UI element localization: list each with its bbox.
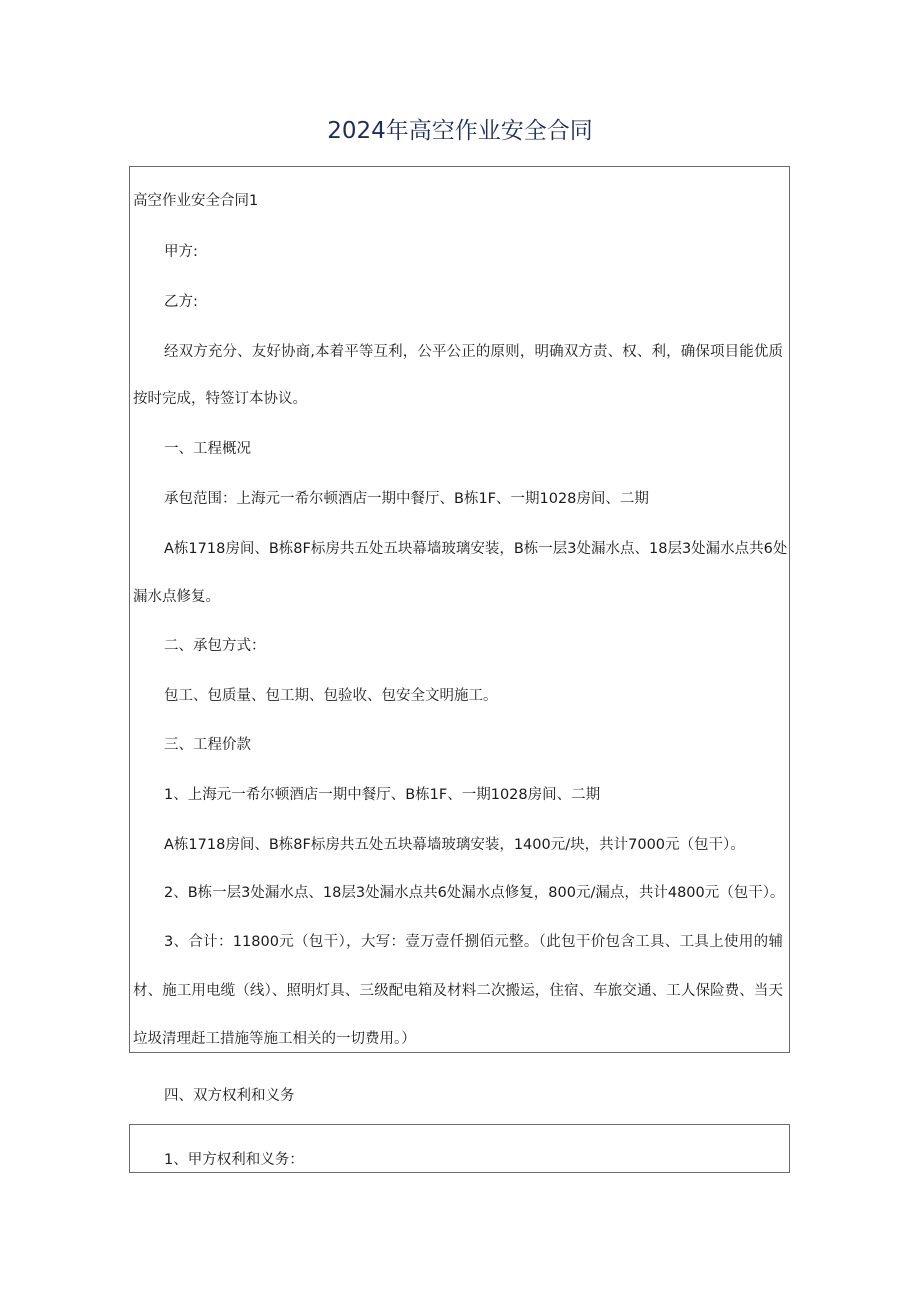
paragraph-line: 1、上海元一希尔顿酒店一期中餐厅、B栋1F、一期1028房间、二期 [164, 787, 601, 803]
paragraph-line: 3、合计：11800元（包干），大写：壹万壹仟捌佰元整。（此包干价包含工具、工具上使用的辅 [164, 934, 783, 950]
section-heading: 四、双方权利和义务 [164, 1088, 295, 1104]
paragraph-line: 经双方充分、友好协商,本着平等互利，公平公正的原则，明确双方责、权、利，确保项目能优质 [164, 344, 783, 360]
paragraph-line: 按时完成，特签订本协议。 [133, 391, 307, 407]
party-b-label: 乙方: [164, 294, 198, 310]
section-heading: 三、工程价款 [164, 737, 251, 753]
document-title: 2024年高空作业安全合同 [327, 118, 593, 144]
content-frame [129, 166, 790, 1053]
paragraph-line: A栋1718房间、B栋8F标房共五处五块幕墙玻璃安装，B栋一层3处漏水点、18层3处漏水点共6处 [164, 541, 788, 557]
paragraph-line: 漏水点修复。 [133, 589, 220, 605]
paragraph-line: 材、施工用电缆（线）、照明灯具、三级配电箱及材料二次搬运，住宿、车旅交通、工人保险费、当天 [133, 983, 783, 999]
paragraph-line: A栋1718房间、B栋8F标房共五处五块幕墙玻璃安装，1400元/块，共计7000元（包干）。 [164, 837, 745, 853]
paragraph-line: 2、B栋一层3处漏水点、18层3处漏水点共6处漏水点修复，800元/漏点，共计4800元（包干）。 [164, 885, 785, 901]
paragraph-line: 垃圾清理赶工措施等施工相关的一切费用。） [133, 1031, 416, 1047]
paragraph-line: 1、甲方权利和义务： [164, 1152, 304, 1168]
section-heading: 一、工程概况 [164, 441, 251, 457]
paragraph-line: 包工、包质量、包工期、包验收、包安全文明施工。 [164, 688, 498, 704]
section-heading: 二、承包方式： [164, 638, 266, 654]
section-heading: 高空作业安全合同1 [133, 193, 259, 209]
paragraph-line: 承包范围：上海元一希尔顿酒店一期中餐厅、B栋1F、一期1028房间、二期 [164, 491, 649, 507]
party-a-label: 甲方: [164, 244, 198, 260]
